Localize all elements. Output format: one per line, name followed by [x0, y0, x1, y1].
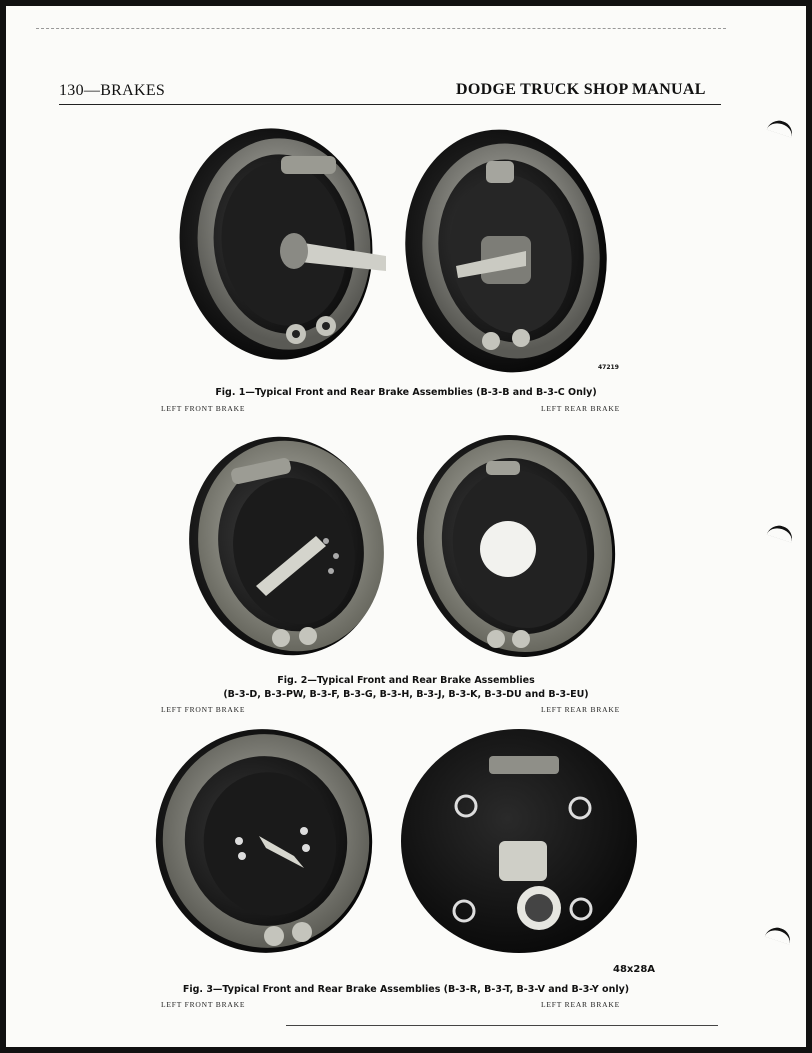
binding-mark — [765, 924, 794, 944]
figure-2-caption-line-1: Fig. 2—Typical Front and Rear Brake Assemblies — [277, 675, 535, 686]
left-rear-brake-illustration-2 — [391, 431, 616, 666]
fig2-photo — [186, 431, 616, 666]
figure-2-image — [186, 431, 616, 666]
binding-mark — [767, 522, 796, 542]
figure-2-caption-line-2: (B-3-D, B-3-PW, B-3-F, B-3-G, B-3-H, B-3-J, B-3-K, B-3-DU and B-3-EU) — [223, 689, 589, 700]
manual-title: DODGE TRUCK SHOP MANUAL — [456, 81, 706, 98]
left-front-brake-illustration — [176, 126, 387, 372]
figure-1-image — [176, 126, 616, 376]
figure-1-caption: Fig. 1—Typical Front and Rear Brake Assemblies (B-3-B and B-3-C Only) — [215, 387, 597, 398]
fig1-photo — [176, 126, 616, 376]
page-section-header: 130—BRAKES — [59, 82, 166, 99]
figure-3-left-label: LEFT FRONT BRAKE — [161, 1000, 246, 1009]
scan-artifact-line — [36, 28, 726, 29]
figure-2-left-label: LEFT FRONT BRAKE — [161, 705, 246, 714]
left-rear-brake-illustration-3 — [401, 729, 637, 953]
fig3-photo — [154, 726, 644, 961]
figure-1-left-label: LEFT FRONT BRAKE — [161, 404, 246, 413]
figure-3-code: 48x28A — [613, 964, 656, 975]
figure-3-right-label: LEFT REAR BRAKE — [541, 1000, 620, 1009]
footer-divider — [286, 1025, 718, 1026]
figure-2-right-label: LEFT REAR BRAKE — [541, 705, 620, 714]
figure-3-image — [154, 726, 644, 961]
figure-1-code: 47219 — [598, 364, 619, 371]
header-divider — [59, 104, 721, 105]
left-rear-brake-illustration — [386, 126, 616, 376]
manual-page — [6, 6, 806, 1047]
left-front-brake-illustration-2 — [186, 431, 406, 666]
left-front-brake-illustration-3 — [154, 726, 393, 961]
figure-3-caption: Fig. 3—Typical Front and Rear Brake Assemblies (B-3-R, B-3-T, B-3-V and B-3-Y only) — [182, 984, 630, 995]
binding-mark — [767, 117, 796, 137]
figure-1-right-label: LEFT REAR BRAKE — [541, 404, 620, 413]
